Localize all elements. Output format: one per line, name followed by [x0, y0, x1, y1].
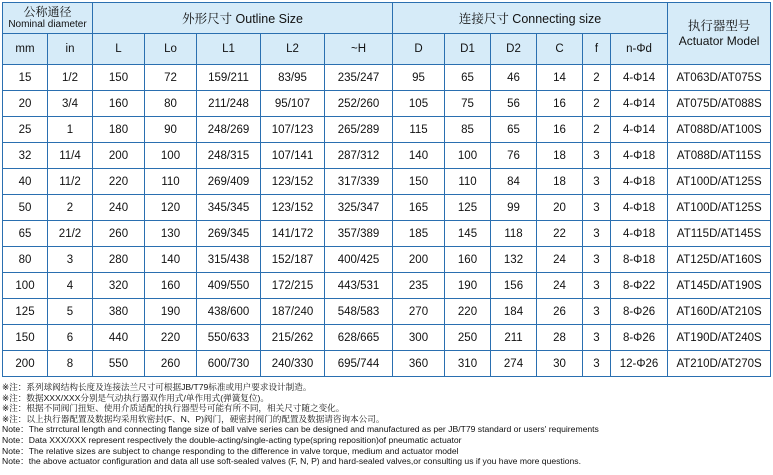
- table-cell: 152/187: [261, 247, 325, 273]
- table-cell: 3: [583, 247, 611, 273]
- table-cell: 110: [445, 169, 491, 195]
- col-header-d2: D2: [491, 34, 537, 65]
- table-cell: 628/665: [325, 325, 393, 351]
- table-row: [3, 247, 771, 273]
- table-cell: 160: [93, 91, 145, 117]
- table-cell: 75: [445, 91, 491, 117]
- table-cell: 65: [3, 221, 48, 247]
- table-cell: 4-Φ14: [611, 65, 668, 91]
- note-line: ※注：数据XXX/XXX分别是气动执行器双作用式/单作用式(弹簧复位)。: [2, 392, 269, 403]
- table-cell: 6: [48, 325, 93, 351]
- table-cell: 132: [491, 247, 537, 273]
- table-cell: 100: [445, 143, 491, 169]
- table-cell: 90: [145, 117, 197, 143]
- table-cell: 110: [145, 169, 197, 195]
- outline-size-header: 外形尺寸 Outline Size: [93, 3, 393, 34]
- table-cell: 250: [445, 325, 491, 351]
- table-cell: 2: [48, 195, 93, 221]
- col-header-h: ~H: [325, 34, 393, 65]
- table-cell: AT088D/AT115S: [668, 143, 771, 169]
- table-cell: 76: [491, 143, 537, 169]
- note-line: Note：the above actuator configuration and data all use soft-sealed valves (F, N, P) and hard-sealed valves,or consulting us if you have more questions.: [2, 456, 581, 467]
- table-cell: 115: [393, 117, 445, 143]
- table-cell: AT125D/AT160S: [668, 247, 771, 273]
- col-header-d: D: [393, 34, 445, 65]
- table-cell: 8-Φ26: [611, 299, 668, 325]
- table-cell: 4-Φ18: [611, 221, 668, 247]
- table-cell: 16: [537, 91, 583, 117]
- table-cell: 320: [93, 273, 145, 299]
- table-cell: 65: [445, 65, 491, 91]
- table-cell: 46: [491, 65, 537, 91]
- table-row: [3, 273, 771, 299]
- table-cell: 85: [445, 117, 491, 143]
- table-cell: 16: [537, 117, 583, 143]
- table-cell: AT190D/AT240S: [668, 325, 771, 351]
- table-cell: 80: [145, 91, 197, 117]
- table-cell: AT075D/AT088S: [668, 91, 771, 117]
- table-cell: 107/123: [261, 117, 325, 143]
- table-cell: 1/2: [48, 65, 93, 91]
- table-cell: 150: [93, 65, 145, 91]
- table-cell: 20: [3, 91, 48, 117]
- col-header-l: L: [93, 34, 145, 65]
- table-cell: 160: [145, 273, 197, 299]
- col-header-d1: D1: [445, 34, 491, 65]
- table-cell: 26: [537, 299, 583, 325]
- table-cell: 357/389: [325, 221, 393, 247]
- table-cell: 438/600: [197, 299, 261, 325]
- table-cell: 2: [583, 65, 611, 91]
- col-header-mm: mm: [3, 34, 48, 65]
- col-header-l1: L1: [197, 34, 261, 65]
- actuator-model-header: [668, 3, 771, 65]
- note-line: Note：Data XXX/XXX represent respectively the double-acting/single-acting type(spring reposition)of pneumatic actuator: [2, 434, 462, 445]
- table-cell: 240: [93, 195, 145, 221]
- table-cell: AT088D/AT100S: [668, 117, 771, 143]
- table-cell: 120: [145, 195, 197, 221]
- spec-sheet: [2, 0, 771, 467]
- dimension-table: [2, 2, 771, 377]
- table-cell: 99: [491, 195, 537, 221]
- table-cell: 84: [491, 169, 537, 195]
- header-row-top: [3, 3, 771, 34]
- table-cell: 15: [3, 65, 48, 91]
- table-cell: 72: [145, 65, 197, 91]
- connecting-size-header: 连接尺寸 Connecting size: [393, 3, 668, 34]
- table-cell: 550: [93, 351, 145, 377]
- table-cell: 8-Φ22: [611, 273, 668, 299]
- table-cell: 95/107: [261, 91, 325, 117]
- table-cell: 287/312: [325, 143, 393, 169]
- table-cell: 8-Φ26: [611, 325, 668, 351]
- table-cell: 123/152: [261, 195, 325, 221]
- table-cell: 8-Φ18: [611, 247, 668, 273]
- table-cell: 270: [393, 299, 445, 325]
- table-cell: 118: [491, 221, 537, 247]
- table-cell: 211/248: [197, 91, 261, 117]
- table-cell: 21/2: [48, 221, 93, 247]
- note-line: Note：The relative sizes are subject to change responding to the difference in valve torque, medium and actuator model: [2, 445, 459, 456]
- table-cell: 440: [93, 325, 145, 351]
- table-cell: AT100D/AT125S: [668, 195, 771, 221]
- table-cell: 360: [393, 351, 445, 377]
- table-cell: 80: [3, 247, 48, 273]
- table-cell: 200: [3, 351, 48, 377]
- table-cell: 190: [145, 299, 197, 325]
- table-cell: 125: [3, 299, 48, 325]
- table-cell: 141/172: [261, 221, 325, 247]
- table-cell: 40: [3, 169, 48, 195]
- table-cell: AT160D/AT210S: [668, 299, 771, 325]
- table-cell: 180: [93, 117, 145, 143]
- table-cell: 22: [537, 221, 583, 247]
- table-row: [3, 65, 771, 91]
- table-cell: 3: [48, 247, 93, 273]
- table-cell: 150: [3, 325, 48, 351]
- col-header-c: C: [537, 34, 583, 65]
- table-cell: 185: [393, 221, 445, 247]
- table-cell: 24: [537, 247, 583, 273]
- table-row: [3, 169, 771, 195]
- table-cell: 156: [491, 273, 537, 299]
- table-cell: 3: [583, 143, 611, 169]
- table-cell: 95: [393, 65, 445, 91]
- table-cell: 4-Φ18: [611, 143, 668, 169]
- table-cell: 2: [583, 91, 611, 117]
- table-cell: 11/2: [48, 169, 93, 195]
- table-cell: 235/247: [325, 65, 393, 91]
- table-cell: 4: [48, 273, 93, 299]
- table-cell: 3/4: [48, 91, 93, 117]
- col-header-f: f: [583, 34, 611, 65]
- table-cell: 4-Φ18: [611, 169, 668, 195]
- table-cell: 50: [3, 195, 48, 221]
- table-cell: 125: [445, 195, 491, 221]
- table-cell: AT100D/AT125S: [668, 169, 771, 195]
- actuator-model-en: Actuator Model: [678, 33, 760, 48]
- table-cell: 8: [48, 351, 93, 377]
- table-cell: 260: [145, 351, 197, 377]
- table-cell: 548/583: [325, 299, 393, 325]
- table-cell: 172/215: [261, 273, 325, 299]
- table-cell: 200: [393, 247, 445, 273]
- table-cell: 265/289: [325, 117, 393, 143]
- table-cell: 145: [445, 221, 491, 247]
- table-cell: 2: [583, 117, 611, 143]
- table-cell: 317/339: [325, 169, 393, 195]
- table-cell: AT210D/AT270S: [668, 351, 771, 377]
- table-cell: 220: [445, 299, 491, 325]
- table-row: [3, 351, 771, 377]
- table-cell: 107/141: [261, 143, 325, 169]
- table-cell: 140: [145, 247, 197, 273]
- table-cell: 25: [3, 117, 48, 143]
- table-cell: 3: [583, 169, 611, 195]
- table-cell: 4-Φ14: [611, 91, 668, 117]
- notes-section: [2, 382, 771, 467]
- table-cell: 83/95: [261, 65, 325, 91]
- table-cell: 248/269: [197, 117, 261, 143]
- table-cell: 24: [537, 273, 583, 299]
- table-cell: 159/211: [197, 65, 261, 91]
- table-cell: 28: [537, 325, 583, 351]
- table-cell: AT145D/AT190S: [668, 273, 771, 299]
- table-cell: 105: [393, 91, 445, 117]
- table-cell: 150: [393, 169, 445, 195]
- table-cell: 20: [537, 195, 583, 221]
- table-row: [3, 143, 771, 169]
- table-cell: 18: [537, 143, 583, 169]
- table-cell: 248/315: [197, 143, 261, 169]
- table-cell: 310: [445, 351, 491, 377]
- table-cell: 300: [393, 325, 445, 351]
- table-cell: 211: [491, 325, 537, 351]
- table-cell: AT063D/AT075S: [668, 65, 771, 91]
- table-cell: 220: [145, 325, 197, 351]
- table-cell: 274: [491, 351, 537, 377]
- header-row-columns: [3, 34, 771, 65]
- table-cell: 3: [583, 273, 611, 299]
- table-cell: 3: [583, 299, 611, 325]
- table-cell: 3: [583, 195, 611, 221]
- table-cell: 32: [3, 143, 48, 169]
- table-cell: 240/330: [261, 351, 325, 377]
- table-cell: 269/409: [197, 169, 261, 195]
- col-header-lo: Lo: [145, 34, 197, 65]
- table-cell: 187/240: [261, 299, 325, 325]
- table-cell: 260: [93, 221, 145, 247]
- table-cell: 315/438: [197, 247, 261, 273]
- nominal-diameter-en: Nominal diameter: [8, 18, 87, 30]
- table-row: [3, 195, 771, 221]
- table-cell: 443/531: [325, 273, 393, 299]
- table-cell: 220: [93, 169, 145, 195]
- table-cell: 130: [145, 221, 197, 247]
- col-header-l2: L2: [261, 34, 325, 65]
- actuator-model-cn: 执行器型号: [687, 18, 751, 33]
- table-cell: 100: [3, 273, 48, 299]
- table-row: [3, 117, 771, 143]
- table-cell: 123/152: [261, 169, 325, 195]
- table-cell: 380: [93, 299, 145, 325]
- table-cell: 190: [445, 273, 491, 299]
- table-row: [3, 325, 771, 351]
- table-cell: 550/633: [197, 325, 261, 351]
- table-cell: 200: [93, 143, 145, 169]
- table-cell: 65: [491, 117, 537, 143]
- table-cell: 1: [48, 117, 93, 143]
- nominal-diameter-cn: 公称通径: [23, 4, 72, 19]
- table-cell: 400/425: [325, 247, 393, 273]
- table-row: [3, 299, 771, 325]
- table-cell: AT115D/AT145S: [668, 221, 771, 247]
- table-cell: 100: [145, 143, 197, 169]
- table-cell: 3: [583, 351, 611, 377]
- table-cell: 140: [393, 143, 445, 169]
- nominal-diameter-header: [3, 3, 93, 34]
- table-cell: 56: [491, 91, 537, 117]
- table-cell: 11/4: [48, 143, 93, 169]
- table-cell: 3: [583, 325, 611, 351]
- table-cell: 4-Φ18: [611, 195, 668, 221]
- table-cell: 280: [93, 247, 145, 273]
- table-cell: 252/260: [325, 91, 393, 117]
- table-cell: 160: [445, 247, 491, 273]
- table-cell: 4-Φ14: [611, 117, 668, 143]
- table-cell: 325/347: [325, 195, 393, 221]
- table-cell: 165: [393, 195, 445, 221]
- col-header-bolts: n-Φd: [611, 34, 668, 65]
- table-row: [3, 91, 771, 117]
- table-cell: 409/550: [197, 273, 261, 299]
- col-header-in: in: [48, 34, 93, 65]
- table-cell: 30: [537, 351, 583, 377]
- table-cell: 600/730: [197, 351, 261, 377]
- table-row: [3, 221, 771, 247]
- note-line: ※注：以上执行器配置及数据均采用软密封(F、N、P)阀门，硬密封阀门的配置及数据请咨询本公司。: [2, 413, 385, 424]
- table-cell: 345/345: [197, 195, 261, 221]
- note-line: ※注：根据不同阀门扭矩、使用介质适配的执行器型号可能有所不同，相关尺寸随之变化。: [2, 403, 345, 414]
- table-cell: 3: [583, 221, 611, 247]
- note-line: Note：The strrctural length and connecting flange size of ball valve series can be designed and manufactured as per JB/T79 standard or users' requirements: [2, 424, 599, 435]
- table-cell: 215/262: [261, 325, 325, 351]
- table-cell: 14: [537, 65, 583, 91]
- table-cell: 5: [48, 299, 93, 325]
- note-line: ※注：系列球阀结构长度及连接法兰尺寸可根据JB/T79标准或用户要求设计制造。: [2, 382, 312, 392]
- table-cell: 269/345: [197, 221, 261, 247]
- table-cell: 12-Φ26: [611, 351, 668, 377]
- table-cell: 18: [537, 169, 583, 195]
- table-cell: 695/744: [325, 351, 393, 377]
- table-cell: 235: [393, 273, 445, 299]
- table-cell: 184: [491, 299, 537, 325]
